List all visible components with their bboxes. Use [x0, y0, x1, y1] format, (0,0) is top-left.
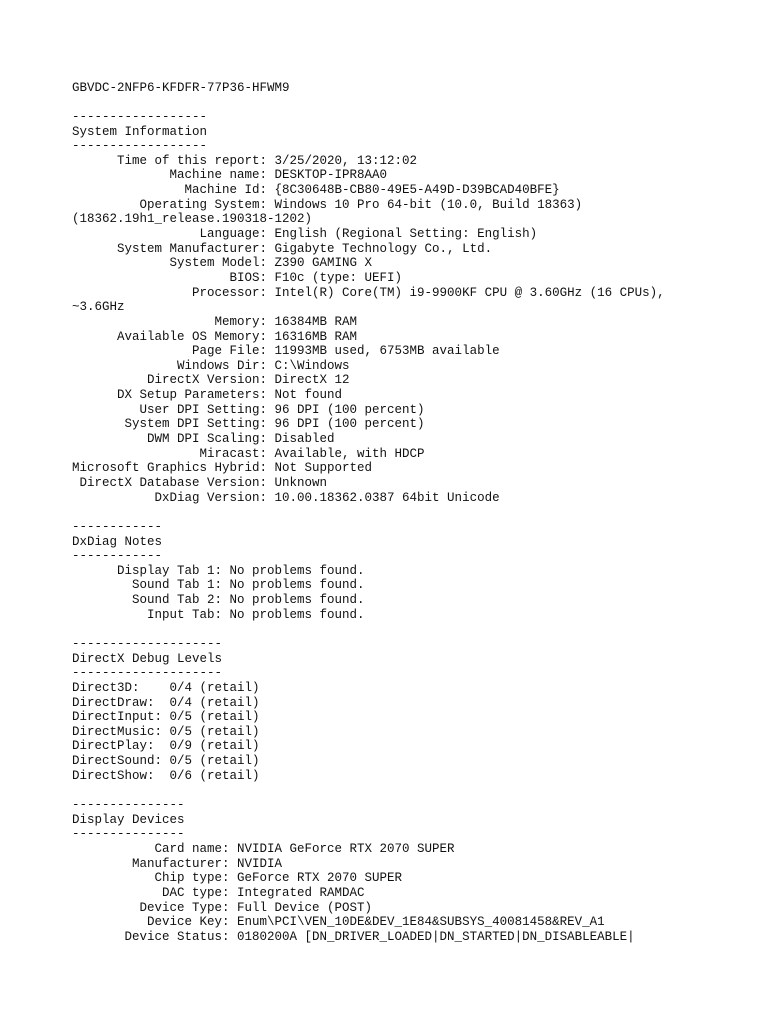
- report-line: DxDiag Notes: [72, 534, 163, 549]
- report-line: System DPI Setting: 96 DPI (100 percent): [72, 417, 425, 432]
- report-line: DirectDraw: 0/4 (retail): [72, 695, 260, 710]
- report-line: DxDiag Version: 10.00.18362.0387 64bit Unicode: [72, 490, 500, 505]
- report-line: System Manufacturer: Gigabyte Technology Co., Ltd.: [72, 241, 493, 256]
- report-line: Memory: 16384MB RAM: [72, 314, 358, 329]
- report-line: Device Key: Enum\PCI\VEN_10DE&DEV_1E84&SUBSYS_40081458&REV_A1: [72, 915, 605, 930]
- report-line: Language: English (Regional Setting: English): [72, 227, 538, 242]
- report-line: DirectInput: 0/5 (retail): [72, 710, 260, 725]
- report-line: (18362.19h1_release.190318-1202): [72, 212, 313, 227]
- report-line: DirectShow: 0/6 (retail): [72, 768, 260, 783]
- report-line: Time of this report: 3/25/2020, 13:12:02: [72, 153, 418, 168]
- report-line: [72, 622, 762, 637]
- report-line: Card name: NVIDIA GeForce RTX 2070 SUPER: [72, 841, 455, 856]
- report-line: Miracast: Available, with HDCP: [72, 446, 425, 461]
- report-line: ------------------: [72, 139, 208, 154]
- report-line: Processor: Intel(R) Core(TM) i9-9900KF CPU @ 3.60GHz (16 CPUs),: [72, 285, 665, 300]
- report-line: Available OS Memory: 16316MB RAM: [72, 329, 358, 344]
- report-line: [72, 95, 762, 110]
- report-line: Microsoft Graphics Hybrid: Not Supported: [72, 461, 373, 476]
- report-line: GBVDC-2NFP6-KFDFR-77P36-HFWM9: [72, 80, 290, 95]
- report-line: Device Type: Full Device (POST): [72, 900, 373, 915]
- report-line: Machine name: DESKTOP-IPR8AA0: [72, 168, 388, 183]
- report-line: Chip type: GeForce RTX 2070 SUPER: [72, 871, 403, 886]
- report-line: Sound Tab 1: No problems found.: [72, 578, 365, 593]
- report-line: DAC type: Integrated RAMDAC: [72, 885, 365, 900]
- report-line: System Model: Z390 GAMING X: [72, 256, 373, 271]
- report-line: --------------------: [72, 636, 223, 651]
- report-line: Machine Id: {8C30648B-CB80-49E5-A49D-D39BCAD40BFE}: [72, 183, 560, 198]
- report-line: ------------------: [72, 109, 208, 124]
- report-line: Device Status: 0180200A [DN_DRIVER_LOADED|DN_STARTED|DN_DISABLEABLE|: [72, 929, 635, 944]
- report-line: ------------: [72, 549, 163, 564]
- report-line: Operating System: Windows 10 Pro 64-bit (10.0, Build 18363): [72, 197, 583, 212]
- report-line: [72, 783, 762, 798]
- report-line: Display Tab 1: No problems found.: [72, 563, 365, 578]
- report-line: DirectPlay: 0/9 (retail): [72, 739, 260, 754]
- report-line: DirectMusic: 0/5 (retail): [72, 724, 260, 739]
- report-line: Display Devices: [72, 812, 185, 827]
- report-line: --------------------: [72, 666, 223, 681]
- report-line: [72, 505, 762, 520]
- report-line: User DPI Setting: 96 DPI (100 percent): [72, 402, 425, 417]
- report-line: DirectSound: 0/5 (retail): [72, 754, 260, 769]
- report-line: ~3.6GHz: [72, 300, 125, 315]
- report-line: ---------------: [72, 827, 185, 842]
- report-line: BIOS: F10c (type: UEFI): [72, 270, 403, 285]
- report-line: System Information: [72, 124, 208, 139]
- report-line: Page File: 11993MB used, 6753MB available: [72, 344, 500, 359]
- report-line: DWM DPI Scaling: Disabled: [72, 432, 335, 447]
- report-line: DirectX Database Version: Unknown: [72, 475, 328, 490]
- report-line: ---------------: [72, 798, 185, 813]
- report-line: Sound Tab 2: No problems found.: [72, 593, 365, 608]
- report-line: DirectX Debug Levels: [72, 651, 223, 666]
- report-line: Windows Dir: C:\Windows: [72, 358, 350, 373]
- report-line: Input Tab: No problems found.: [72, 607, 365, 622]
- report-line: Direct3D: 0/4 (retail): [72, 680, 260, 695]
- report-line: DirectX Version: DirectX 12: [72, 373, 350, 388]
- report-line: ------------: [72, 519, 163, 534]
- report-line: DX Setup Parameters: Not found: [72, 388, 343, 403]
- dxdiag-report-text: [72, 66, 762, 944]
- report-line: Manufacturer: NVIDIA: [72, 856, 283, 871]
- report-line: [72, 66, 762, 81]
